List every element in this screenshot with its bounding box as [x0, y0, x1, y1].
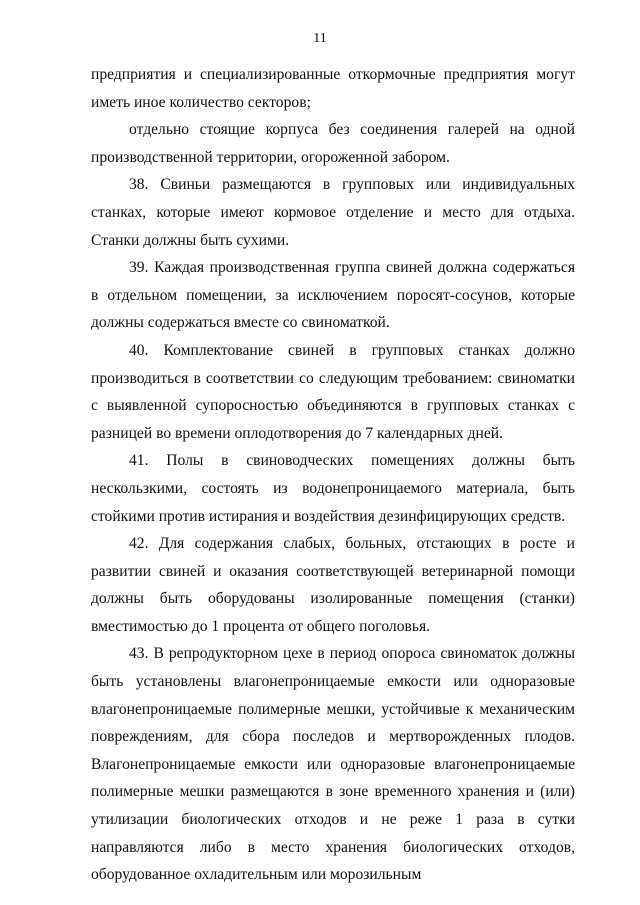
document-body [91, 61, 575, 889]
paragraph-39: 39. Каждая производственная группа свиней должна содержаться в отдельном помещении, за исключением поросят-сосунов, которые должны содержаться вместе со свиноматкой. [91, 259, 575, 332]
paragraph-43: 43. В репродукторном цехе в период опороса свиноматок должны быть установлены влагонепроницаемые емкости или одноразовые влагонепроницаемые полимерные мешки, устойчивые к механическим повреждениям, для сбора последов и мертворожденных плодов. Влагонепроницаемые емкости или одноразовые влагонепроницаемые полимерные мешки размещаются в зоне временного хранения и (или) утилизации биологических отходов и не реже 1 раза в сутки направляются либо в место хранения биологических отходов, оборудованное охладительным или морозильным [91, 645, 575, 884]
paragraph-42: 42. Для содержания слабых, больных, отстающих в росте и развитии свиней и оказания соответствующей ветеринарной помощи должны быть оборудованы изолированные помещения (станки) вместимостью до 1 процента от общего поголовья. [91, 535, 575, 635]
page-number: 11 [313, 31, 327, 46]
paragraph-38: 38. Свиньи размещаются в групповых или индивидуальных станках, которые имеют кормовое отделение и место для отдыха. Станки должны быть сухими. [91, 176, 575, 249]
paragraph-41: 41. Полы в свиноводческих помещениях должны быть нескользкими, состоять из водонепроницаемого материала, быть стойкими против истирания и воздействия дезинфицирующих средств. [91, 452, 575, 525]
paragraph-standalone-buildings: отдельно стоящие корпуса без соединения галерей на одной производственной территории, огороженной забором. [91, 121, 575, 166]
paragraph-continuation-sectors: предприятия и специализированные откормочные предприятия могут иметь иное количество секторов; [91, 66, 575, 111]
paragraph-40: 40. Комплектование свиней в групповых станках должно производиться в соответствии со следующим требованием: свиноматки с выявленной супоросностью объединяются в групповых станках с разницей во времени оплодотворения до 7 календарных дней. [91, 341, 575, 442]
